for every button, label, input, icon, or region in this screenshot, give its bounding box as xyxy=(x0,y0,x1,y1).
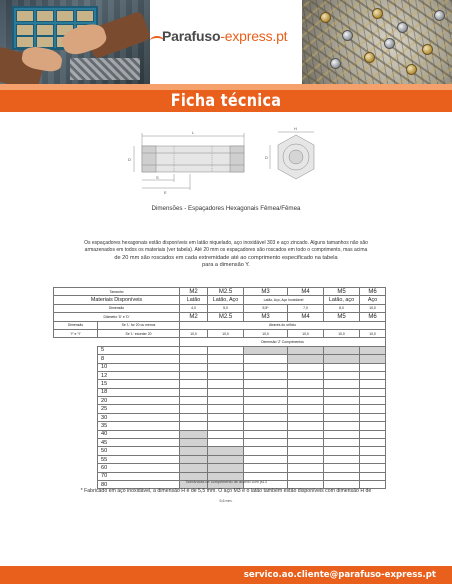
spacer xyxy=(54,363,98,371)
footer-email-link[interactable]: servico.ao.cliente@parafuso-express.pt xyxy=(243,570,436,580)
length-value: 8 xyxy=(98,355,180,363)
cell: 4,0 xyxy=(180,304,208,312)
brand-logo[interactable] xyxy=(162,28,302,50)
spacer xyxy=(54,413,98,421)
row-tamanho xyxy=(54,288,386,296)
drawing-label-D2: D xyxy=(265,155,268,160)
availability-cell xyxy=(180,388,208,396)
availability-cell xyxy=(360,430,386,438)
cell: M3 xyxy=(244,288,288,296)
description-line: armazenados em todos os materiais (ver tabela). Até 20 mm os espaçadores são roscados em todo o comprimento, mas acima xyxy=(84,247,368,254)
availability-cell xyxy=(360,380,386,388)
row-dimensao-y-2 xyxy=(54,329,386,337)
cell: 5,0 xyxy=(208,304,244,312)
availability-cell xyxy=(244,455,288,463)
availability-cell xyxy=(324,430,360,438)
length-value: 55 xyxy=(98,455,180,463)
availability-cell xyxy=(324,439,360,447)
availability-cell-unavailable xyxy=(324,355,360,363)
drawing-caption: Dimensões - Espaçadores Hexagonais Fêmea/Fêmea xyxy=(151,205,301,212)
availability-cell-unavailable xyxy=(208,464,244,472)
cell: 7,0 xyxy=(288,304,324,312)
length-row xyxy=(54,464,386,472)
description xyxy=(46,240,406,270)
cell: 10,0 xyxy=(244,329,288,337)
availability-cell xyxy=(360,371,386,379)
cell: 10,0 xyxy=(180,329,208,337)
availability-cell-unavailable xyxy=(180,439,208,447)
length-row xyxy=(54,388,386,396)
cell: 8,0 xyxy=(324,304,360,312)
availability-cell xyxy=(208,430,244,438)
spec-table xyxy=(53,287,386,489)
row-diametro xyxy=(54,313,386,321)
length-value: 45 xyxy=(98,439,180,447)
drawing-label-S: S xyxy=(156,175,159,180)
header xyxy=(0,0,452,84)
cell: Latão, Aço xyxy=(208,296,244,304)
availability-cell-unavailable xyxy=(244,346,288,354)
cell: 10,0 xyxy=(208,329,244,337)
availability-cell xyxy=(180,422,208,430)
spacer xyxy=(54,397,98,405)
row-label: Materiais Disponíveis xyxy=(54,296,180,304)
length-row xyxy=(54,413,386,421)
availability-cell xyxy=(324,380,360,388)
availability-cell xyxy=(324,447,360,455)
availability-cell-unavailable xyxy=(360,346,386,354)
availability-cell xyxy=(180,397,208,405)
end-view xyxy=(270,132,314,179)
availability-cell xyxy=(180,413,208,421)
cell: M4 xyxy=(288,313,324,321)
availability-cell xyxy=(244,388,288,396)
length-value: 5 xyxy=(98,346,180,354)
length-value: 12 xyxy=(98,371,180,379)
spacer xyxy=(54,380,98,388)
availability-cell-unavailable xyxy=(180,455,208,463)
availability-cell xyxy=(244,447,288,455)
brand-ext: -express.pt xyxy=(220,28,288,44)
availability-cell xyxy=(360,405,386,413)
availability-cell xyxy=(208,363,244,371)
length-row xyxy=(54,397,386,405)
condition-label: Se 'L' for 20 ou menos xyxy=(98,321,180,329)
length-value: 25 xyxy=(98,405,180,413)
availability-cell xyxy=(244,464,288,472)
availability-cell xyxy=(244,380,288,388)
availability-cell xyxy=(288,430,324,438)
cell: 10,0 xyxy=(288,329,324,337)
cell: 10,0 xyxy=(324,329,360,337)
cell: Latão xyxy=(180,296,208,304)
length-rows xyxy=(54,346,386,489)
page-title: Ficha técnica xyxy=(170,91,282,111)
availability-cell xyxy=(208,388,244,396)
brand-main: Parafuso xyxy=(162,28,221,44)
header-photo-toolbox xyxy=(0,0,150,84)
length-value: 20 xyxy=(98,397,180,405)
availability-cell xyxy=(324,388,360,396)
spacer xyxy=(54,355,98,363)
comprimentos-header: Dimensão 'Z' Comprimentos xyxy=(180,338,386,346)
cell: 10,0 xyxy=(360,304,386,312)
availability-cell xyxy=(208,405,244,413)
availability-cell xyxy=(180,355,208,363)
availability-cell xyxy=(208,413,244,421)
length-value: 15 xyxy=(98,380,180,388)
length-row xyxy=(54,371,386,379)
description-line: Os espaçadores hexagonais estão disponíveis em latão niquelado, aço inoxidável 303 e aço zincado. Alguns tamanhos não são xyxy=(84,240,368,246)
availability-cell xyxy=(244,355,288,363)
length-value: 30 xyxy=(98,413,180,421)
availability-cell xyxy=(180,405,208,413)
availability-cell xyxy=(288,363,324,371)
length-row xyxy=(54,430,386,438)
availability-cell xyxy=(324,422,360,430)
row-label: Diâmetro 'D' e 'D' xyxy=(54,313,180,321)
spacer xyxy=(54,405,98,413)
availability-cell xyxy=(324,397,360,405)
row-dimensao-y-1 xyxy=(54,321,386,329)
availability-cell-unavailable xyxy=(208,447,244,455)
header-photo-screws xyxy=(302,0,452,84)
cell: M2.5 xyxy=(208,313,244,321)
availability-cell xyxy=(288,422,324,430)
availability-cell xyxy=(244,397,288,405)
availability-cell xyxy=(360,447,386,455)
availability-cell xyxy=(208,371,244,379)
row-label: Tamanho xyxy=(54,288,180,296)
row-materiais xyxy=(54,296,386,304)
availability-cell xyxy=(244,413,288,421)
availability-cell xyxy=(208,397,244,405)
availability-cell xyxy=(244,405,288,413)
length-row xyxy=(54,346,386,354)
availability-cell-unavailable xyxy=(360,355,386,363)
description-line: de 20 mm são roscados em cada extremidade até ao comprimento especificado na tabela xyxy=(114,254,338,261)
length-value: 70 xyxy=(98,472,180,480)
availability-cell xyxy=(244,371,288,379)
availability-cell xyxy=(360,464,386,472)
length-value: 40 xyxy=(98,430,180,438)
side-view xyxy=(134,133,244,190)
availability-cell xyxy=(244,363,288,371)
cell: Latão, aço xyxy=(324,296,360,304)
row-comprimentos-header xyxy=(54,338,386,346)
availability-cell xyxy=(288,455,324,463)
drawing-label-E: E xyxy=(164,190,167,195)
availability-cell xyxy=(208,346,244,354)
spacer xyxy=(54,388,98,396)
availability-cell xyxy=(324,405,360,413)
cell: M5 xyxy=(324,288,360,296)
availability-cell-unavailable xyxy=(324,346,360,354)
row-label: 'Y' e 'Y' xyxy=(54,329,98,337)
drawing-label-D: D xyxy=(128,157,131,162)
spacer xyxy=(54,422,98,430)
availability-cell xyxy=(288,464,324,472)
availability-cell xyxy=(288,405,324,413)
length-value: 50 xyxy=(98,447,180,455)
availability-cell xyxy=(360,413,386,421)
availability-cell xyxy=(180,380,208,388)
availability-cell xyxy=(180,371,208,379)
cell: 10,0 xyxy=(360,329,386,337)
cell: M2 xyxy=(180,313,208,321)
cell: M6 xyxy=(360,313,386,321)
length-value: 10 xyxy=(98,363,180,371)
cell: M2.5 xyxy=(208,288,244,296)
row-label: Dimensão xyxy=(54,321,98,329)
cell: M3 xyxy=(244,313,288,321)
availability-cell xyxy=(244,439,288,447)
drawing-label-L: L xyxy=(192,130,195,135)
length-row xyxy=(54,380,386,388)
spacer xyxy=(54,439,98,447)
availability-cell xyxy=(208,355,244,363)
availability-cell xyxy=(208,380,244,388)
spacer xyxy=(54,346,98,354)
availability-cell xyxy=(208,439,244,447)
spacer xyxy=(54,464,98,472)
availability-cell xyxy=(360,455,386,463)
availability-cell xyxy=(288,388,324,396)
spacer xyxy=(54,455,98,463)
availability-cell xyxy=(288,380,324,388)
length-value: 18 xyxy=(98,388,180,396)
length-value: 80 xyxy=(98,480,180,488)
cell: M6 xyxy=(360,288,386,296)
drawing-label-H: H xyxy=(294,126,297,131)
availability-cell-unavailable xyxy=(208,455,244,463)
availability-cell xyxy=(324,413,360,421)
cell: Aço xyxy=(360,296,386,304)
availability-cell xyxy=(288,439,324,447)
availability-cell xyxy=(324,363,360,371)
availability-cell-unavailable xyxy=(180,447,208,455)
availability-cell xyxy=(324,464,360,472)
availability-cell-unavailable xyxy=(180,464,208,472)
availability-cell xyxy=(360,439,386,447)
availability-cell-unavailable xyxy=(180,430,208,438)
length-row xyxy=(54,363,386,371)
cell: M5 xyxy=(324,313,360,321)
length-row xyxy=(54,439,386,447)
row-label: Dimensão xyxy=(54,304,180,312)
cell: M4 xyxy=(288,288,324,296)
availability-cell xyxy=(208,422,244,430)
cell: M2 xyxy=(180,288,208,296)
availability-cell xyxy=(360,388,386,396)
availability-cell xyxy=(360,422,386,430)
row-dimensao xyxy=(54,304,386,312)
spacer xyxy=(54,447,98,455)
availability-cell-unavailable xyxy=(288,355,324,363)
length-row xyxy=(54,405,386,413)
availability-cell xyxy=(360,363,386,371)
technical-drawing xyxy=(120,124,332,196)
spacer xyxy=(54,338,180,346)
footnote: * Fabricado em aço inoxidável, a dimensão H é de 5,5 mm. O aço M3 e o latão também estão disponíveis com dimensão H de xyxy=(80,488,372,494)
length-value: 60 xyxy=(98,464,180,472)
availability-cell xyxy=(244,430,288,438)
availability-cell xyxy=(324,455,360,463)
availability-cell-unavailable xyxy=(288,346,324,354)
cell: Através do orifício xyxy=(180,321,386,329)
availability-cell xyxy=(180,363,208,371)
availability-cell xyxy=(288,447,324,455)
description-line: para a dimensão Y. xyxy=(202,262,250,269)
cell: Latão, Aço, Aço Inoxidável xyxy=(244,296,324,304)
length-row xyxy=(54,422,386,430)
availability-cell xyxy=(244,422,288,430)
availability-cell xyxy=(324,371,360,379)
availability-cell xyxy=(360,397,386,405)
condition-label: Se 'L' exceder 20 xyxy=(98,329,180,337)
availability-cell xyxy=(288,413,324,421)
footnote-sub: 5,6 mm. xyxy=(219,499,233,503)
length-row xyxy=(54,355,386,363)
spacer xyxy=(54,371,98,379)
length-row xyxy=(54,447,386,455)
cell: 5,5* xyxy=(244,304,288,312)
length-tolerance-note: Tolerâncias de comprimento de acordo com js13 xyxy=(185,480,267,484)
length-value: 35 xyxy=(98,422,180,430)
length-row xyxy=(54,455,386,463)
availability-cell xyxy=(180,346,208,354)
availability-cell xyxy=(288,397,324,405)
spacer xyxy=(54,430,98,438)
availability-cell xyxy=(288,371,324,379)
